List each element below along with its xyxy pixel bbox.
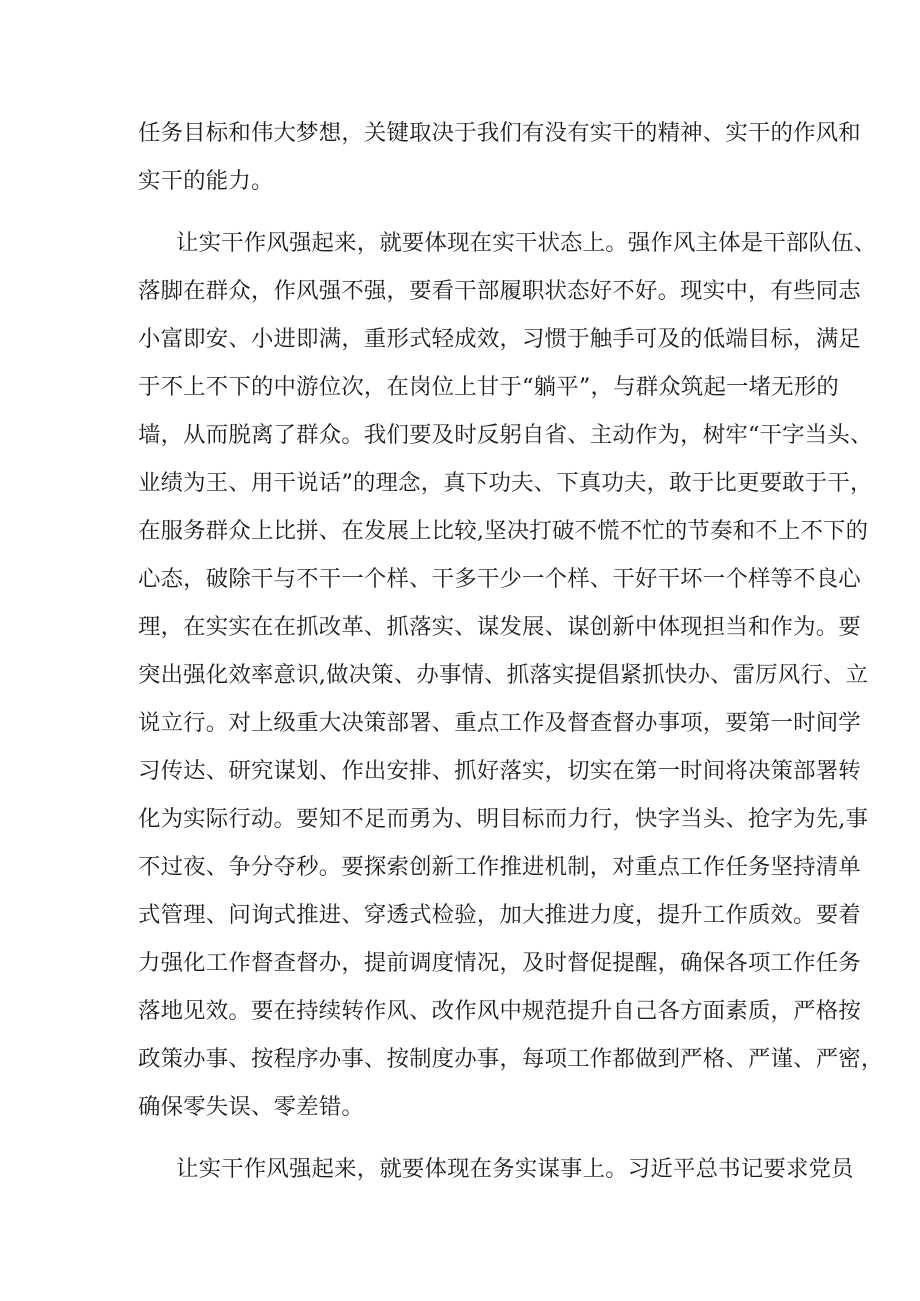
text-line: 落地见效。要在持续转作风、改作风中规范提升自己各方面素质，严格按 [138,998,861,1024]
text-line: 落脚在群众，作风强不强，要看干部履职状态好不好。现实中，有些同志 [138,278,861,304]
text-line: 在服务群众上比拼、在发展上比较,坚决打破不慌不忙的节奏和不上不下的 [138,518,869,544]
text-line: 政策办事、按程序办事、按制度办事，每项工作都做到严格、严谨、严密， [138,1046,884,1072]
text-line: 业绩为王、用干说话”的理念，真下功夫、下真功夫，敢于比更要敢于干， [138,470,873,496]
text-line: 突出强化效率意识,做决策、办事情、抓落实提倡紧抓快办、雷厉风行、立 [138,662,869,688]
text-line: 式管理、问询式推进、穿透式检验，加大推进力度，提升工作质效。要着 [138,902,861,928]
text-line: 确保零失误、零差错。 [138,1094,364,1120]
text-line: 于不上不下的中游位次，在岗位上甘于“躺平”，与群众筑起一堵无形的 [138,374,840,400]
paragraph-first-line: 让实干作风强起来，就要体现在务实谋事上。习近平总书记要求党员 [176,1156,854,1182]
text-line: 墙，从而脱离了群众。我们要及时反躬自省、主动作为，树牢“干字当头、 [138,422,873,448]
text-line: 习传达、研究谋划、作出安排、抓好落实，切实在第一时间将决策部署转 [138,758,861,784]
text-line: 理，在实实在在抓改革、抓落实、谋发展、谋创新中体现担当和作为。要 [138,614,861,640]
text-line: 力强化工作督查督办，提前调度情况，及时督促提醒，确保各项工作任务 [138,950,861,976]
text-line: 实干的能力。 [138,168,274,194]
text-line: 心态，破除干与不干一个样、干多干少一个样、干好干坏一个样等不良心 [138,566,861,592]
text-line: 小富即安、小进即满，重形式轻成效，习惯于触手可及的低端目标，满足 [138,326,861,352]
text-line: 任务目标和伟大梦想，关键取决于我们有没有实干的精神、实干的作风和 [138,120,861,146]
paragraph-first-line: 让实干作风强起来，就要体现在实干状态上。强作风主体是干部队伍、 [176,230,877,256]
text-line: 说立行。对上级重大决策部署、重点工作及督查督办事项，要第一时间学 [138,710,861,736]
text-line: 化为实际行动。要知不足而勇为、明目标而力行，快字当头、抢字为先,事 [138,806,869,832]
text-line: 不过夜、争分夺秒。要探索创新工作推进机制，对重点工作任务坚持清单 [138,854,861,880]
